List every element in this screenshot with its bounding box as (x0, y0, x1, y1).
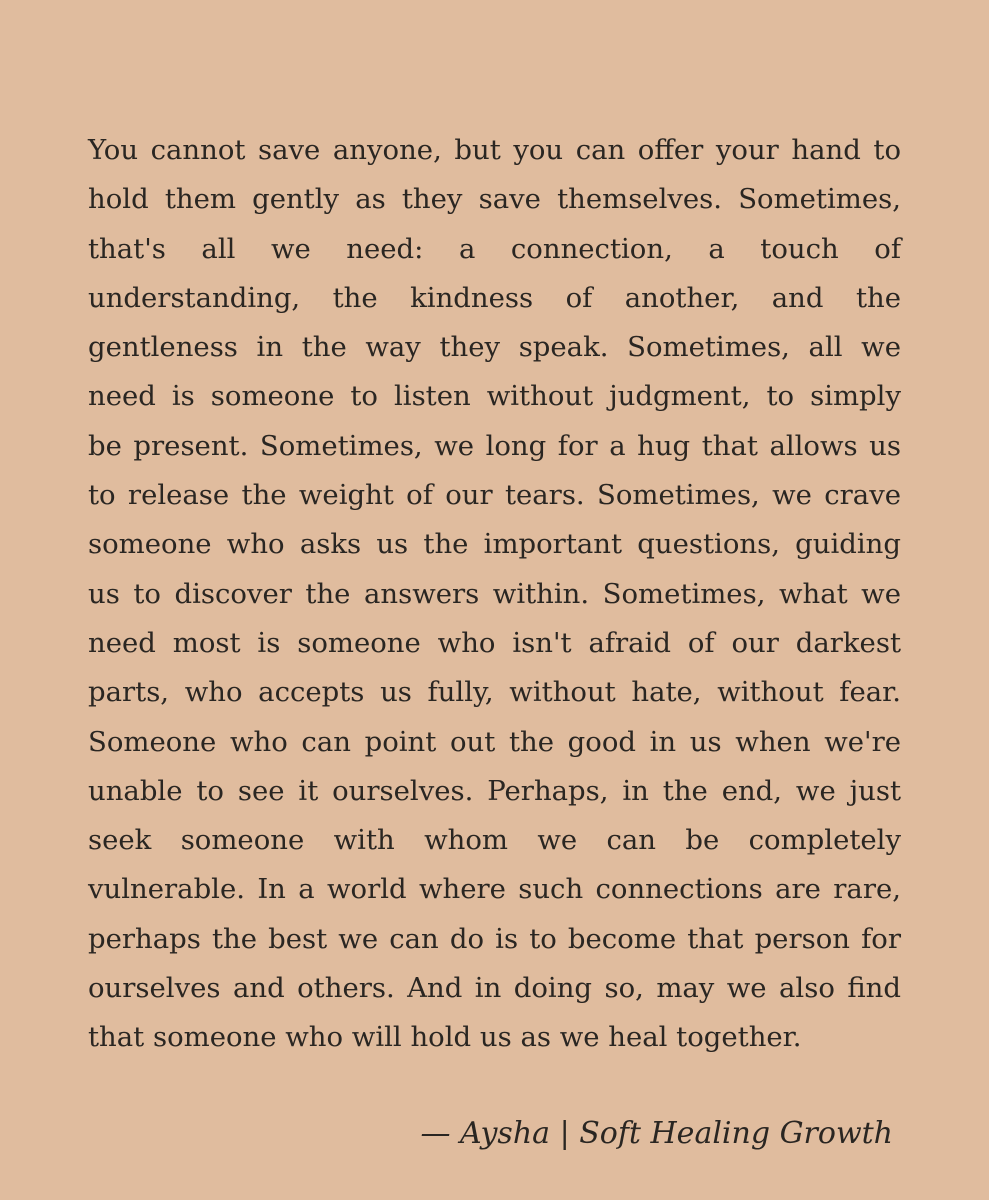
quote-line: hold them gently as they save themselves. Sometimes, (88, 183, 901, 216)
quote-line: ourselves and others. And in doing so, may we also find (88, 972, 901, 1005)
quote-line: need is someone to listen without judgment, to simply (88, 380, 901, 413)
quote-line: seek someone with whom we can be completely (88, 824, 901, 857)
quote-line: that's all we need: a connection, a touch of (88, 232, 901, 265)
author-signature: — Aysha | Soft Healing Growth (420, 1116, 893, 1151)
quote-line: Someone who can point out the good in us when we're (88, 725, 901, 758)
quote-line: gentleness in the way they speak. Sometimes, all we (88, 331, 901, 364)
quote-line: that someone who will hold us as we heal together. (88, 1021, 802, 1054)
quote-line: perhaps the best we can do is to become that person for (88, 922, 901, 955)
quote-line: You cannot save anyone, but you can offer your hand to (88, 134, 901, 166)
quote-line: us to discover the answers within. Sometimes, what we (88, 577, 901, 610)
quote-line: need most is someone who isn't afraid of our darkest (88, 626, 901, 659)
quote-line: unable to see it ourselves. Perhaps, in the end, we just (88, 774, 901, 807)
quote-line: parts, who accepts us fully, without hate, without fear. (88, 676, 901, 709)
quote-line: to release the weight of our tears. Sometimes, we crave (88, 479, 901, 512)
quote-line: vulnerable. In a world where such connections are rare, (88, 873, 901, 906)
quote-line: understanding, the kindness of another, and the (88, 281, 901, 314)
quote-text (88, 126, 901, 1063)
quote-line: be present. Sometimes, we long for a hug that allows us (88, 429, 901, 462)
quote-line: someone who asks us the important questions, guiding (88, 528, 901, 561)
